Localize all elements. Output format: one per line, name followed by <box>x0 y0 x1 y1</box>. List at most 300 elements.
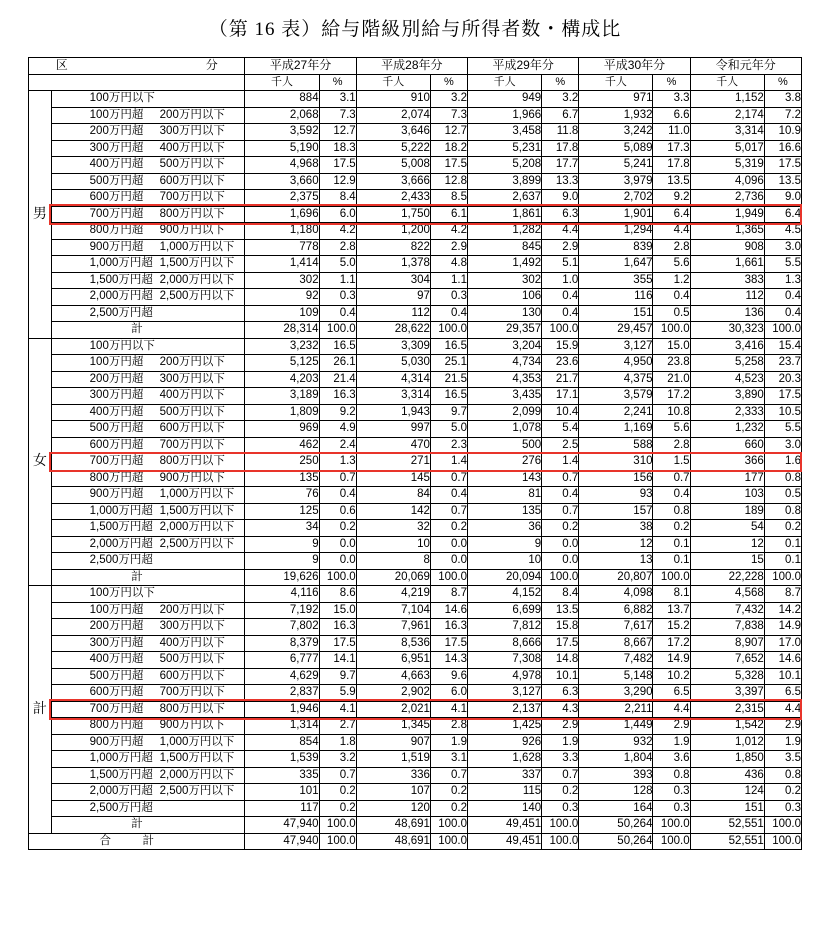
total-percent: 100.0 <box>319 569 356 586</box>
value-number: 5,030 <box>356 355 430 372</box>
header-year-5: 令和元年分 <box>690 58 801 75</box>
table-row <box>29 536 802 553</box>
bracket-upper: 300万円以下 <box>159 125 225 137</box>
table-total-row <box>29 817 802 834</box>
value-number: 93 <box>579 487 653 504</box>
value-percent: 0.2 <box>430 520 467 537</box>
value-number: 4,950 <box>579 355 653 372</box>
bracket-lower: 100万円超 <box>89 356 144 368</box>
value-percent: 0.2 <box>542 784 579 801</box>
value-number: 3,646 <box>356 124 430 141</box>
total-percent: 100.0 <box>430 817 467 834</box>
value-number: 5,319 <box>690 157 764 174</box>
value-percent: 12.9 <box>319 173 356 190</box>
bracket-lower: 2,500万円超 <box>89 554 153 566</box>
value-percent: 17.5 <box>430 157 467 174</box>
value-percent: 6.3 <box>542 206 579 223</box>
table-row <box>29 256 802 273</box>
value-percent: 23.8 <box>653 355 690 372</box>
bracket-label-cell <box>51 602 245 619</box>
value-number: 3,592 <box>245 124 319 141</box>
value-number: 8,536 <box>356 635 430 652</box>
value-percent: 17.0 <box>764 635 801 652</box>
value-percent: 0.7 <box>542 767 579 784</box>
value-percent: 14.9 <box>653 652 690 669</box>
value-number: 660 <box>690 437 764 454</box>
value-percent: 5.9 <box>319 685 356 702</box>
table-row <box>29 239 802 256</box>
table-row <box>29 784 802 801</box>
table-row <box>29 206 802 223</box>
value-number: 8,666 <box>468 635 542 652</box>
table-row <box>29 718 802 735</box>
value-percent: 2.4 <box>319 437 356 454</box>
value-percent: 0.3 <box>764 800 801 817</box>
bracket-upper: 500万円以下 <box>159 653 225 665</box>
value-number: 971 <box>579 91 653 108</box>
value-percent: 17.5 <box>319 635 356 652</box>
value-percent: 3.3 <box>653 91 690 108</box>
bracket-lower: 100万円以下 <box>89 339 155 352</box>
total-number: 28,314 <box>245 322 319 339</box>
value-number: 1,850 <box>690 751 764 768</box>
value-percent: 1.9 <box>653 734 690 751</box>
value-percent: 0.4 <box>430 305 467 322</box>
value-percent: 4.1 <box>319 701 356 718</box>
value-number: 128 <box>579 784 653 801</box>
value-number: 822 <box>356 239 430 256</box>
grand-total-percent: 100.0 <box>319 833 356 850</box>
value-number: 2,241 <box>579 404 653 421</box>
value-number: 8 <box>356 553 430 570</box>
table-row <box>29 289 802 306</box>
value-percent: 3.6 <box>653 751 690 768</box>
value-number: 7,192 <box>245 602 319 619</box>
value-number: 462 <box>245 437 319 454</box>
value-number: 250 <box>245 454 319 471</box>
bracket-lower: 800万円超 <box>89 471 144 484</box>
value-percent: 15.8 <box>542 619 579 636</box>
value-number: 4,629 <box>245 668 319 685</box>
value-number: 5,231 <box>468 140 542 157</box>
value-number: 7,838 <box>690 619 764 636</box>
value-percent: 0.2 <box>653 520 690 537</box>
bracket-lower: 400万円超 <box>89 158 144 170</box>
value-percent: 0.4 <box>653 289 690 306</box>
value-number: 355 <box>579 272 653 289</box>
value-number: 5,190 <box>245 140 319 157</box>
value-percent: 5.6 <box>653 256 690 273</box>
value-number: 3,579 <box>579 388 653 405</box>
bracket-lower: 600万円超 <box>89 438 144 451</box>
value-number: 932 <box>579 734 653 751</box>
value-percent: 4.9 <box>319 421 356 438</box>
bracket-upper: 1,500万円以下 <box>159 504 235 517</box>
bracket-label-cell <box>51 520 245 537</box>
value-percent: 0.4 <box>430 487 467 504</box>
value-percent: 0.1 <box>764 536 801 553</box>
value-percent: 23.6 <box>542 355 579 372</box>
total-number: 20,069 <box>356 569 430 586</box>
header-year-4: 平成30年分 <box>579 58 690 75</box>
bracket-lower: 900万円超 <box>89 488 144 500</box>
value-percent: 16.6 <box>764 140 801 157</box>
bracket-upper: 500万円以下 <box>159 405 225 418</box>
value-number: 2,137 <box>468 701 542 718</box>
value-percent: 6.5 <box>764 685 801 702</box>
value-percent: 4.8 <box>430 256 467 273</box>
bracket-upper: 900万円以下 <box>159 224 225 236</box>
value-percent: 1.9 <box>764 734 801 751</box>
value-number: 908 <box>690 239 764 256</box>
value-percent: 1.4 <box>542 454 579 471</box>
bracket-label-cell <box>51 190 245 207</box>
value-number: 5,222 <box>356 140 430 157</box>
value-number: 7,617 <box>579 619 653 636</box>
bracket-upper: 2,000万円以下 <box>159 273 235 286</box>
total-percent: 100.0 <box>764 569 801 586</box>
value-percent: 4.2 <box>430 223 467 240</box>
value-number: 3,314 <box>356 388 430 405</box>
bracket-upper: 400万円以下 <box>159 141 225 154</box>
header-unit-percent-3: % <box>542 74 579 91</box>
value-percent: 0.2 <box>319 800 356 817</box>
value-number: 2,211 <box>579 701 653 718</box>
value-number: 2,736 <box>690 190 764 207</box>
value-number: 884 <box>245 91 319 108</box>
value-percent: 17.5 <box>319 157 356 174</box>
header-unit-number-1: 千人 <box>245 74 319 91</box>
value-percent: 3.5 <box>764 751 801 768</box>
value-percent: 16.5 <box>430 388 467 405</box>
total-label-cell <box>51 817 245 834</box>
value-percent: 6.0 <box>319 206 356 223</box>
total-percent: 100.0 <box>430 322 467 339</box>
total-number: 28,622 <box>356 322 430 339</box>
header-unit-number-5: 千人 <box>690 74 764 91</box>
value-percent: 4.4 <box>764 701 801 718</box>
bracket-upper: 800万円以下 <box>159 702 225 715</box>
value-percent: 0.5 <box>653 305 690 322</box>
value-percent: 16.3 <box>319 619 356 636</box>
bracket-label-cell <box>51 223 245 240</box>
value-percent: 6.3 <box>542 685 579 702</box>
value-percent: 6.5 <box>653 685 690 702</box>
value-percent: 2.8 <box>430 718 467 735</box>
value-percent: 8.7 <box>764 586 801 603</box>
table-row <box>29 586 802 603</box>
table-row <box>29 404 802 421</box>
bracket-upper: 600万円以下 <box>159 174 225 187</box>
value-percent: 9.6 <box>430 668 467 685</box>
bracket-label-cell <box>51 404 245 421</box>
value-percent: 0.0 <box>542 553 579 570</box>
value-percent: 4.4 <box>653 223 690 240</box>
bracket-upper: 300万円以下 <box>159 372 225 385</box>
bracket-label-cell <box>51 470 245 487</box>
bracket-upper: 800万円以下 <box>159 207 225 220</box>
value-percent: 1.3 <box>319 454 356 471</box>
total-label: 計 <box>131 818 143 830</box>
value-number: 7,104 <box>356 602 430 619</box>
value-number: 335 <box>245 767 319 784</box>
value-percent: 3.2 <box>319 751 356 768</box>
bracket-label-cell <box>51 206 245 223</box>
value-percent: 6.0 <box>430 685 467 702</box>
bracket-label-cell <box>51 388 245 405</box>
value-number: 1,696 <box>245 206 319 223</box>
value-percent: 4.4 <box>653 701 690 718</box>
header-year-3: 平成29年分 <box>468 58 579 75</box>
value-number: 13 <box>579 553 653 570</box>
bracket-upper: 1,000万円以下 <box>159 240 235 253</box>
value-number: 3,242 <box>579 124 653 141</box>
value-percent: 17.7 <box>542 157 579 174</box>
value-number: 9 <box>245 553 319 570</box>
value-percent: 0.7 <box>430 503 467 520</box>
value-percent: 4.2 <box>319 223 356 240</box>
header-unit-number-2: 千人 <box>356 74 430 91</box>
value-number: 4,098 <box>579 586 653 603</box>
value-percent: 0.4 <box>653 487 690 504</box>
bracket-lower: 500万円超 <box>89 174 144 187</box>
value-percent: 15.9 <box>542 338 579 355</box>
value-number: 3,435 <box>468 388 542 405</box>
value-number: 3,397 <box>690 685 764 702</box>
value-number: 1,282 <box>468 223 542 240</box>
value-number: 36 <box>468 520 542 537</box>
value-number: 135 <box>468 503 542 520</box>
value-number: 120 <box>356 800 430 817</box>
value-number: 1,078 <box>468 421 542 438</box>
value-number: 2,702 <box>579 190 653 207</box>
total-number: 20,807 <box>579 569 653 586</box>
table-row <box>29 602 802 619</box>
value-percent: 0.0 <box>542 536 579 553</box>
value-percent: 0.2 <box>319 520 356 537</box>
total-number: 30,323 <box>690 322 764 339</box>
value-number: 1,647 <box>579 256 653 273</box>
table-row <box>29 487 802 504</box>
bracket-upper: 500万円以下 <box>159 158 225 170</box>
value-number: 116 <box>579 289 653 306</box>
value-percent: 8.6 <box>319 586 356 603</box>
value-number: 1,378 <box>356 256 430 273</box>
value-number: 910 <box>356 91 430 108</box>
bracket-lower: 300万円超 <box>89 636 144 649</box>
value-percent: 0.2 <box>542 520 579 537</box>
header-unit-percent-4: % <box>653 74 690 91</box>
value-percent: 2.9 <box>764 718 801 735</box>
bracket-lower: 2,000万円超 <box>89 537 153 550</box>
value-percent: 17.5 <box>430 635 467 652</box>
value-percent: 2.9 <box>542 239 579 256</box>
table-row <box>29 553 802 570</box>
value-number: 5,008 <box>356 157 430 174</box>
bracket-label-cell <box>51 157 245 174</box>
table-row <box>29 355 802 372</box>
value-number: 10 <box>356 536 430 553</box>
value-number: 588 <box>579 437 653 454</box>
value-number: 5,208 <box>468 157 542 174</box>
value-percent: 15.2 <box>653 619 690 636</box>
value-number: 4,116 <box>245 586 319 603</box>
table-row <box>29 635 802 652</box>
value-percent: 0.7 <box>319 767 356 784</box>
value-percent: 12.8 <box>430 173 467 190</box>
value-number: 1,314 <box>245 718 319 735</box>
value-percent: 23.7 <box>764 355 801 372</box>
value-number: 5,125 <box>245 355 319 372</box>
value-number: 8,379 <box>245 635 319 652</box>
bracket-label-cell <box>51 124 245 141</box>
table-row <box>29 124 802 141</box>
grand-total-number: 47,940 <box>245 833 319 850</box>
value-percent: 3.0 <box>764 239 801 256</box>
value-number: 15 <box>690 553 764 570</box>
bracket-lower: 1,500万円超 <box>89 273 153 286</box>
value-number: 7,802 <box>245 619 319 636</box>
header-year-2: 平成28年分 <box>356 58 467 75</box>
value-number: 4,568 <box>690 586 764 603</box>
value-percent: 14.6 <box>764 652 801 669</box>
grand-total-number: 52,551 <box>690 833 764 850</box>
value-percent: 25.1 <box>430 355 467 372</box>
grand-total-percent: 100.0 <box>542 833 579 850</box>
bracket-upper: 2,500万円以下 <box>159 537 235 550</box>
bracket-upper: 900万円以下 <box>159 719 225 731</box>
bracket-label-cell <box>51 701 245 718</box>
bracket-lower: 100万円以下 <box>89 587 155 599</box>
value-percent: 0.7 <box>319 470 356 487</box>
value-number: 1,542 <box>690 718 764 735</box>
gender-cell: 女 <box>29 338 52 586</box>
page-title: （第 16 表）給与階級別給与所得者数・構成比 <box>208 19 622 40</box>
value-number: 145 <box>356 470 430 487</box>
value-percent: 2.5 <box>542 437 579 454</box>
bracket-lower: 100万円超 <box>89 603 144 616</box>
value-number: 92 <box>245 289 319 306</box>
value-percent: 12.7 <box>319 124 356 141</box>
bracket-label-cell <box>51 767 245 784</box>
value-percent: 1.5 <box>653 454 690 471</box>
header-unit-blank <box>29 74 245 91</box>
value-percent: 17.8 <box>653 157 690 174</box>
value-number: 926 <box>468 734 542 751</box>
header-year-1: 平成27年分 <box>245 58 356 75</box>
value-percent: 0.6 <box>319 503 356 520</box>
total-percent: 100.0 <box>653 569 690 586</box>
value-number: 6,777 <box>245 652 319 669</box>
value-percent: 0.7 <box>430 470 467 487</box>
value-number: 8,907 <box>690 635 764 652</box>
value-percent: 20.3 <box>764 371 801 388</box>
value-percent: 0.4 <box>764 305 801 322</box>
value-percent: 13.7 <box>653 602 690 619</box>
value-number: 337 <box>468 767 542 784</box>
value-number: 436 <box>690 767 764 784</box>
value-percent: 9.0 <box>542 190 579 207</box>
bracket-upper: 400万円以下 <box>159 636 225 649</box>
value-number: 5,017 <box>690 140 764 157</box>
grand-total-label: 合 計 <box>99 834 164 847</box>
value-percent: 14.8 <box>542 652 579 669</box>
bracket-label-cell <box>51 454 245 471</box>
value-percent: 10.4 <box>542 404 579 421</box>
bracket-upper: 2,000万円以下 <box>159 768 235 781</box>
value-number: 470 <box>356 437 430 454</box>
value-number: 4,314 <box>356 371 430 388</box>
total-percent: 100.0 <box>319 322 356 339</box>
value-number: 393 <box>579 767 653 784</box>
value-number: 4,734 <box>468 355 542 372</box>
table-row <box>29 734 802 751</box>
value-percent: 6.4 <box>653 206 690 223</box>
bracket-label-cell <box>51 668 245 685</box>
value-number: 336 <box>356 767 430 784</box>
table-total-row <box>29 322 802 339</box>
header-unit-percent-1: % <box>319 74 356 91</box>
value-number: 101 <box>245 784 319 801</box>
value-percent: 17.8 <box>542 140 579 157</box>
bracket-upper: 600万円以下 <box>159 422 225 434</box>
value-percent: 17.2 <box>653 635 690 652</box>
total-number: 48,691 <box>356 817 430 834</box>
value-number: 1,932 <box>579 107 653 124</box>
value-number: 115 <box>468 784 542 801</box>
table-row <box>29 272 802 289</box>
value-percent: 2.7 <box>319 718 356 735</box>
bracket-lower: 2,000万円超 <box>89 290 153 302</box>
bracket-lower: 500万円超 <box>89 422 144 434</box>
bracket-label-cell <box>51 437 245 454</box>
value-number: 3,314 <box>690 124 764 141</box>
bracket-lower: 600万円超 <box>89 191 144 203</box>
table-row <box>29 173 802 190</box>
bracket-upper: 2,000万円以下 <box>159 521 235 533</box>
value-number: 143 <box>468 470 542 487</box>
value-percent: 0.8 <box>764 503 801 520</box>
value-number: 5,241 <box>579 157 653 174</box>
value-number: 1,901 <box>579 206 653 223</box>
value-number: 6,882 <box>579 602 653 619</box>
bracket-label-cell <box>51 586 245 603</box>
value-number: 112 <box>356 305 430 322</box>
table-row <box>29 107 802 124</box>
value-percent: 7.3 <box>430 107 467 124</box>
value-percent: 0.0 <box>319 536 356 553</box>
value-number: 1,539 <box>245 751 319 768</box>
table-row <box>29 305 802 322</box>
value-percent: 2.8 <box>319 239 356 256</box>
bracket-lower: 2,000万円超 <box>89 785 153 797</box>
value-number: 3,979 <box>579 173 653 190</box>
value-percent: 15.0 <box>319 602 356 619</box>
bracket-upper: 700万円以下 <box>159 686 225 698</box>
total-percent: 100.0 <box>764 322 801 339</box>
value-number: 3,204 <box>468 338 542 355</box>
value-percent: 14.1 <box>319 652 356 669</box>
value-percent: 14.9 <box>764 619 801 636</box>
value-number: 7,652 <box>690 652 764 669</box>
table-row <box>29 140 802 157</box>
value-percent: 2.9 <box>430 239 467 256</box>
bracket-label-cell <box>51 91 245 108</box>
value-number: 1,809 <box>245 404 319 421</box>
value-percent: 0.1 <box>653 536 690 553</box>
value-percent: 10.2 <box>653 668 690 685</box>
value-number: 6,699 <box>468 602 542 619</box>
